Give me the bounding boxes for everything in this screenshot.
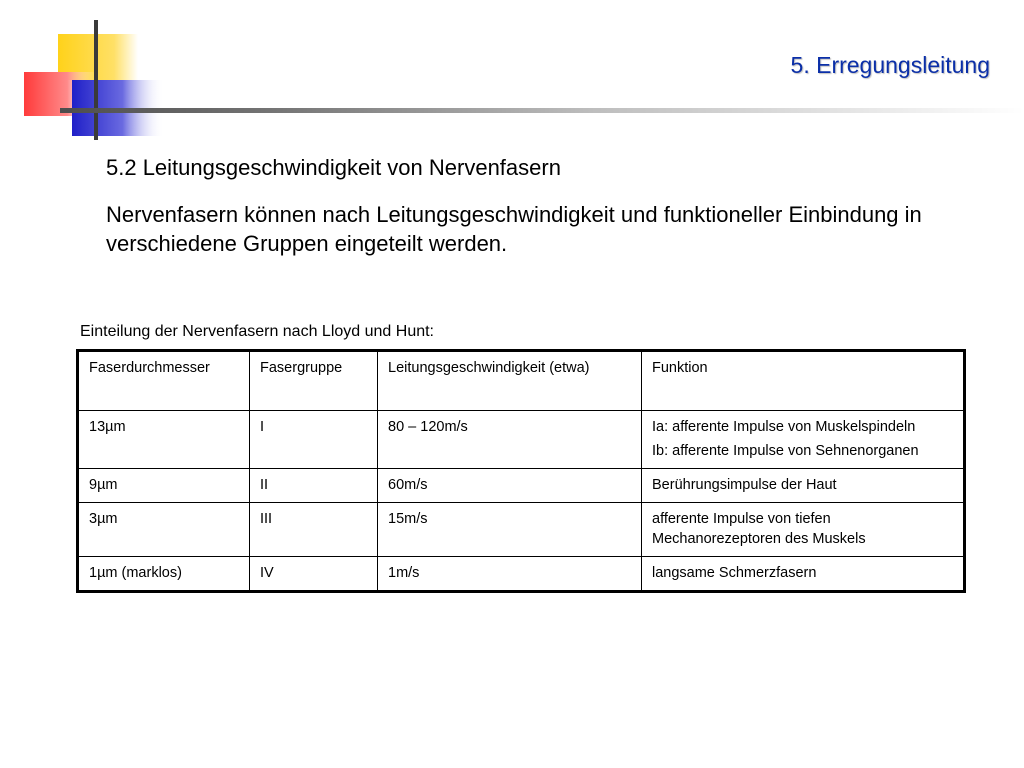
cell-function <box>642 469 965 503</box>
cell-diameter: 1µm (marklos) <box>78 557 250 592</box>
function-line: Berührungsimpulse der Haut <box>652 477 837 493</box>
cell-function <box>642 503 965 557</box>
cell-function <box>642 557 965 592</box>
title-divider <box>60 108 1024 113</box>
cell-group: I <box>250 411 378 469</box>
table-row <box>78 503 965 557</box>
cell-speed: 60m/s <box>378 469 642 503</box>
table-row <box>78 469 965 503</box>
function-line: afferente Impulse von tiefen Mechanorezeptoren des Muskels <box>652 511 866 547</box>
cell-function <box>642 411 965 469</box>
header-cell: Faserdurchmesser <box>78 351 250 411</box>
cell-group: II <box>250 469 378 503</box>
intro-paragraph: Nervenfasern können nach Leitungsgeschwindigkeit und funktioneller Einbindung in verschiedene Gruppen eingeteilt werden. <box>106 202 922 256</box>
table-row <box>78 411 965 469</box>
cell-diameter: 9µm <box>78 469 250 503</box>
cell-speed: 80 – 120m/s <box>378 411 642 469</box>
table-header-row <box>78 351 965 411</box>
section-subtitle: 5.2 Leitungsgeschwindigkeit von Nervenfasern <box>106 155 561 180</box>
header-cell: Leitungsgeschwindigkeit (etwa) <box>378 351 642 411</box>
cell-speed: 15m/s <box>378 503 642 557</box>
cell-group: III <box>250 503 378 557</box>
deco-vertical-line <box>94 20 98 140</box>
function-line: Ib: afferente Impulse von Sehnenorganen <box>652 443 919 459</box>
header-cell: Funktion <box>642 351 965 411</box>
function-line: Ia: afferente Impulse von Muskelspindeln <box>652 419 916 435</box>
nerve-fiber-table <box>76 349 966 593</box>
cell-diameter: 3µm <box>78 503 250 557</box>
header-cell: Fasergruppe <box>250 351 378 411</box>
function-line: langsame Schmerzfasern <box>652 565 817 581</box>
cell-speed: 1m/s <box>378 557 642 592</box>
table-caption: Einteilung der Nervenfasern nach Lloyd und Hunt: <box>80 323 434 340</box>
slide-title: 5. Erregungsleitung <box>790 52 990 78</box>
corner-decoration <box>0 0 200 145</box>
table-row <box>78 557 965 592</box>
cell-diameter: 13µm <box>78 411 250 469</box>
cell-group: IV <box>250 557 378 592</box>
